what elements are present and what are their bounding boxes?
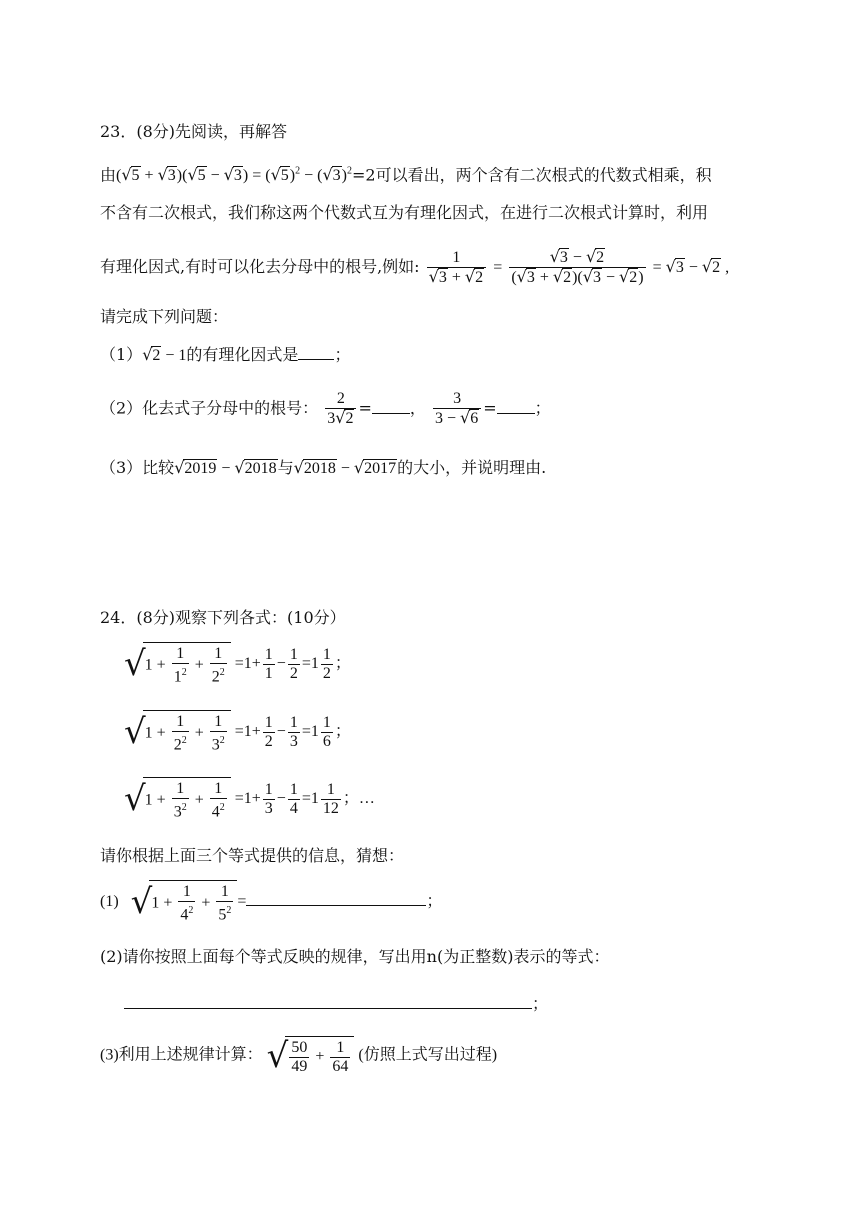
q23-p3-expr-b: √2018 − √2017: [293, 458, 397, 477]
q23-example-rationalized: $\frac{√3 - √2}{(√3 + √2)(√3 - √2)}$: [511, 247, 644, 286]
q23-p2-eq-a: =: [358, 398, 372, 418]
q23-p2-fraction-a: $\frac{2}{3√2}$: [325, 390, 356, 428]
q24-equation-1: √1 + $\frac{1}{1^2}$ + $\frac{1}{2^2}$ =1+ $\frac{1}{1}$ − $\frac{1}{2}$ =1 $\frac{1}{2}$ ；: [124, 642, 351, 686]
q24-title: 24．(8分)观察下列各式：(10分）: [100, 608, 346, 627]
q23-part3: [100, 458, 546, 479]
q23-p1-answer-blank[interactable]: [298, 359, 334, 360]
q23-part2: [100, 390, 551, 428]
q24-equation-2: √1 + $\frac{1}{2^2}$ + $\frac{1}{3^2}$ =1+ $\frac{1}{2}$ − $\frac{1}{3}$ =1 $\frac{1}{6}$ ；: [124, 710, 351, 754]
q24-p1-end: ；: [426, 892, 443, 910]
q23-example-result: = √3 − √2 ,: [652, 257, 730, 276]
q23-line3: 有理化因式,有时可以化去分母中的根号,例如: $\frac{1}{√3 + √2}$ = $\frac{√3 - √2}{(√3 + √2)(√3 - √2)}$ = √3 − √2 ,: [100, 247, 730, 286]
q23-line3-prefix: 有理化因式,有时可以化去分母中的根号,例如:: [100, 257, 420, 276]
q23-p3-label: （3）比较: [100, 458, 175, 477]
q24-p3-label: (3)利用上述规律计算：: [100, 1046, 263, 1064]
q24-part2: (2)请你按照上面每个等式反映的规律，写出用n(为正整数)表示的等式：: [100, 947, 610, 966]
q23-p3-mid: 与: [277, 458, 294, 477]
q23-p2-eq-b: =: [483, 398, 497, 418]
q24-part1: (1) √1 + $\frac{1}{4^2}$ + $\frac{1}{5^2}$ = ；: [100, 880, 442, 924]
q23-p2-label: （2）化去式子分母中的根号：: [100, 398, 319, 418]
q23-example-fraction: $\frac{1}{√3 + √2}$: [427, 249, 486, 287]
q23-p3-suffix: 的大小，并说明理由.: [397, 458, 547, 477]
q23-p1-label: （1）: [100, 345, 143, 364]
q23-example-product: $(√5 + √3)(√5 - √3) = (√5)^2 - (√3)^2$: [116, 165, 352, 185]
q23-p2-fraction-b: $\frac{3}{3 - √6}$: [433, 390, 481, 428]
q24-part2-answer-line: [124, 994, 548, 1014]
q23-line1: [100, 162, 712, 186]
q24-p1-label: (1): [100, 892, 119, 910]
q24-equation-3: √1 + $\frac{1}{3^2}$ + $\frac{1}{4^2}$ =1+ $\frac{1}{3}$ − $\frac{1}{4}$ =1 $\frac{1}{12}$ ；…: [124, 777, 375, 821]
q24-instruction: 请你根据上面三个等式提供的信息，猜想：: [100, 846, 405, 865]
q23-p1-end: ；: [334, 345, 351, 364]
q23-p2-end: ；: [534, 398, 551, 418]
q24-ellipsis: ；…: [342, 789, 375, 807]
q23-line1-suffix: =2可以看出，两个含有二次根式的代数式相乘，积: [351, 165, 712, 185]
q23-p2-answer-blank-b[interactable]: [497, 413, 535, 414]
q23-p2-answer-blank-a[interactable]: [372, 413, 410, 414]
q23-title: 23．(8分)先阅读，再解答: [100, 122, 288, 141]
q23-line2: 不含有二次根式，我们称这两个代数式互为有理化因式，在进行二次根式计算时，利用: [100, 203, 709, 222]
q24-p2-answer-blank[interactable]: [124, 1008, 532, 1009]
q24-part3: (3)利用上述规律计算： √ $\frac{50}{49}$ + $\frac{1}{64}$ (仿照上式写出过程): [100, 1036, 498, 1076]
q23-p1-suffix: 的有理化因式是: [186, 345, 299, 364]
q24-p1-answer-blank[interactable]: [246, 905, 426, 906]
q23-p2-sep: ，: [409, 398, 426, 418]
q23-part1: [100, 345, 350, 366]
q23-instruction: 请完成下列问题：: [100, 307, 229, 326]
q24-p3-suffix: (仿照上式写出过程): [358, 1046, 498, 1064]
q23-line1-prefix: 由: [100, 165, 117, 185]
q24-p2-end: ；: [532, 994, 549, 1013]
q23-p3-expr-a: √2019 − √2018: [174, 458, 277, 477]
q23-p1-expr: √2 − 1: [142, 345, 187, 364]
